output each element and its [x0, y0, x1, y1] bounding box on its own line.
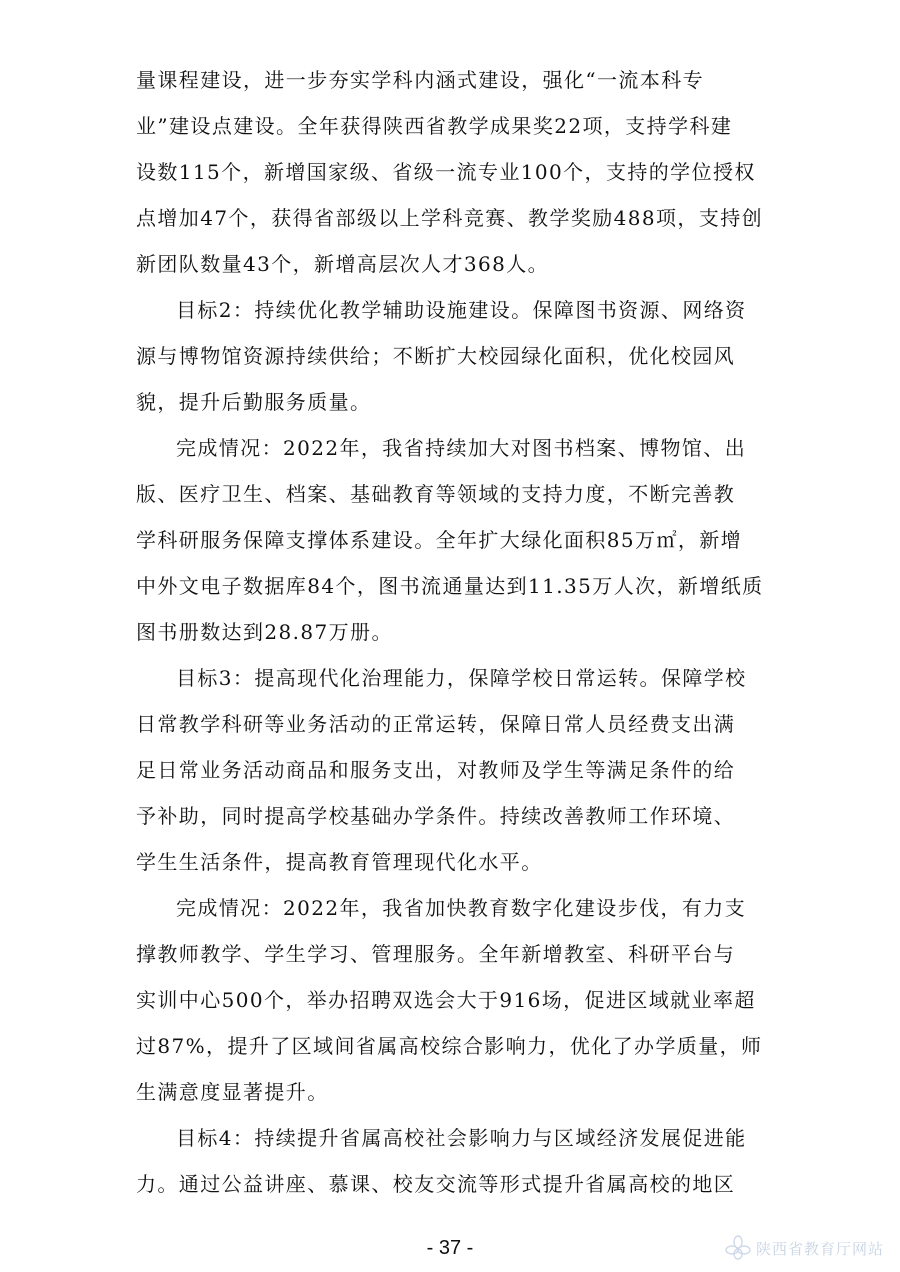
text-line: 撑教师教学、学生学习、管理服务。全年新增教室、科研平台与: [136, 942, 736, 966]
text-line: 足日常业务活动商品和服务支出，对教师及学生等满足条件的给: [136, 758, 736, 782]
paragraph-completion-2: [136, 425, 776, 655]
text-line: 新团队数量43个，新增高层次人才368人。: [136, 252, 550, 276]
paragraph-goal-4: [136, 1115, 776, 1207]
paragraph-1: [136, 57, 776, 287]
text-line: 业”建设点建设。全年获得陕西省教学成果奖22项，支持学科建: [136, 114, 733, 138]
text-line: 目标4：持续提升省属高校社会影响力与区域经济发展促进能: [176, 1126, 747, 1150]
text-line: 日常教学科研等业务活动的正常运转，保障日常人员经费支出满: [136, 712, 736, 736]
text-line: 目标3：提高现代化治理能力，保障学校日常运转。保障学校: [176, 666, 747, 690]
text-line: 量课程建设，进一步夯实学科内涵式建设，强化“一流本科专: [136, 68, 705, 92]
text-line: 完成情况：2022年，我省加快教育数字化建设步伐，有力支: [176, 896, 747, 920]
text-line: 完成情况：2022年，我省持续加大对图书档案、博物馆、出: [176, 436, 747, 460]
text-line: 中外文电子数据库84个，图书流通量达到11.35万人次，新增纸质: [136, 574, 764, 598]
paragraph-completion-3: [136, 885, 776, 1115]
text-line: 源与博物馆资源持续供给；不断扩大校园绿化面积，优化校园风: [136, 344, 736, 368]
text-line: 设数115个，新增国家级、省级一流专业100个，支持的学位授权: [136, 160, 756, 184]
paragraph-goal-3: [136, 655, 776, 885]
text-line: 貌，提升后勤服务质量。: [136, 390, 372, 414]
text-line: 力。通过公益讲座、慕课、校友交流等形式提升省属高校的地区: [136, 1172, 736, 1196]
watermark: [724, 1233, 894, 1263]
text-line: 学科研服务保障支撑体系建设。全年扩大绿化面积85万㎡，新增: [136, 528, 743, 552]
text-line: 生满意度显著提升。: [136, 1080, 329, 1104]
text-line: 实训中心500个，举办招聘双选会大于916场，促进区域就业率超: [136, 988, 756, 1012]
text-line: 目标2：持续优化教学辅助设施建设。保障图书资源、网络资: [176, 298, 747, 322]
text-line: 学生生活条件，提高教育管理现代化水平。: [136, 850, 543, 874]
text-line: 版、医疗卫生、档案、基础教育等领域的支持力度，不断完善教: [136, 482, 736, 506]
text-line: 图书册数达到28.87万册。: [136, 620, 393, 644]
page-number: - 37 -: [426, 1237, 474, 1259]
text-line: 点增加47个，获得省部级以上学科竞赛、教学奖励488项，支持创: [136, 206, 764, 230]
document-body: [136, 57, 776, 1207]
flower-logo-icon: [724, 1234, 752, 1262]
text-line: 予补助，同时提高学校基础办学条件。持续改善教师工作环境、: [136, 804, 736, 828]
text-line: 过87%，提升了区域间省属高校综合影响力，优化了办学质量，师: [136, 1034, 763, 1058]
paragraph-goal-2: [136, 287, 776, 425]
watermark-text: 陕西省教育厅网站: [756, 1239, 885, 1258]
